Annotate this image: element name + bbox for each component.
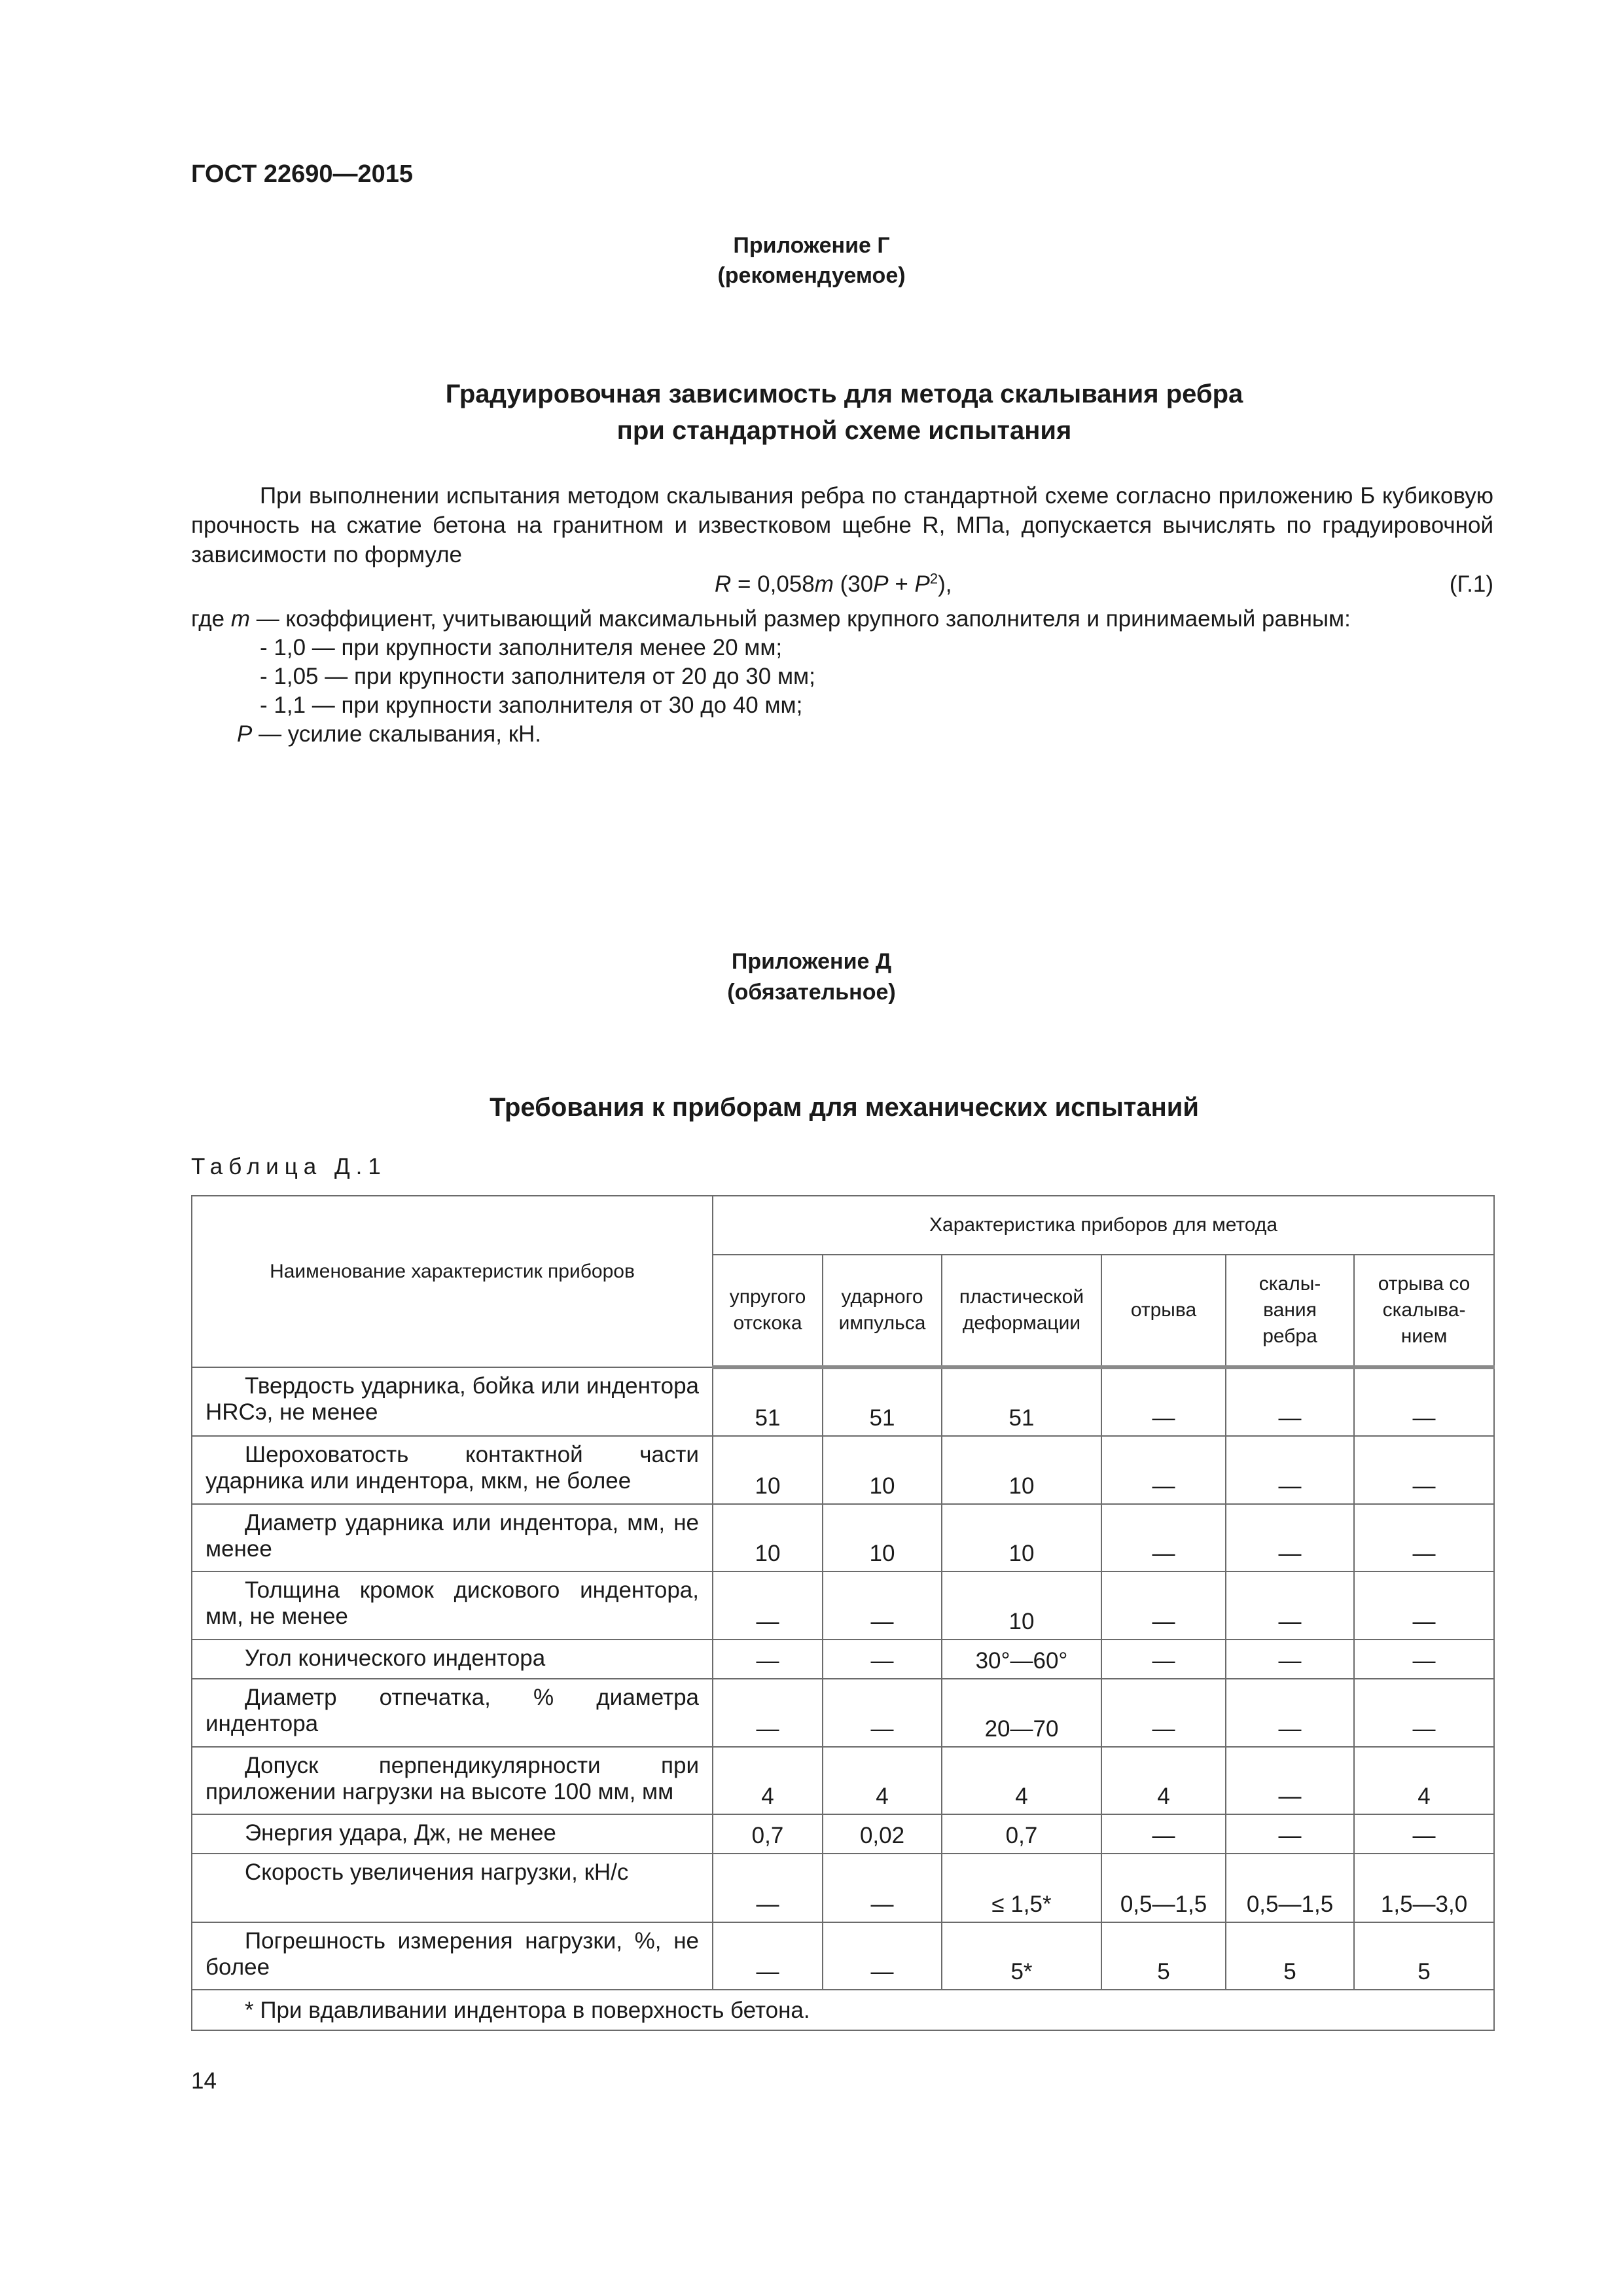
name-column-header: Наименование характеристик приборов xyxy=(192,1196,713,1367)
appendix-d-status: (обязательное) xyxy=(727,980,896,1005)
row-value: 10 xyxy=(942,1436,1101,1504)
document-code: ГОСТ 22690—2015 xyxy=(191,160,414,188)
row-value: — xyxy=(1101,1367,1226,1436)
row-value: 4 xyxy=(942,1747,1101,1814)
row-value: 4 xyxy=(713,1747,823,1814)
row-value: — xyxy=(1354,1367,1494,1436)
appendix-d-label: Приложение Д xyxy=(731,949,892,974)
row-value: — xyxy=(1226,1367,1354,1436)
appendix-g-title-line2: при стандартной схеме испытания xyxy=(616,416,1072,445)
row-value: 4 xyxy=(823,1747,942,1814)
appendix-g-label: Приложение Г xyxy=(733,233,890,258)
row-value: 0,7 xyxy=(713,1814,823,1854)
row-value: — xyxy=(1101,1571,1226,1640)
row-value: — xyxy=(1354,1814,1494,1854)
row-value: 5* xyxy=(942,1922,1101,1990)
appendix-g-status: (рекомендуемое) xyxy=(717,263,906,288)
row-value: — xyxy=(1354,1640,1494,1679)
formula-expression: R = 0,058m $(30P + P^2)$, xyxy=(715,570,952,597)
table-label: Таблица Д.1 xyxy=(191,1154,387,1179)
row-value: — xyxy=(713,1854,823,1922)
row-value: ≤ 1,5* xyxy=(942,1854,1101,1922)
appendix-g-intro xyxy=(191,481,1493,569)
row-value: 51 xyxy=(823,1367,942,1436)
table-row xyxy=(192,1854,1494,1922)
row-value: 10 xyxy=(823,1504,942,1571)
row-value: 20—70 xyxy=(942,1679,1101,1747)
row-value: 4 xyxy=(1101,1747,1226,1814)
row-value: — xyxy=(1101,1504,1226,1571)
method-header: отрыва xyxy=(1101,1255,1226,1367)
method-header: отрыва со скалыва- нием xyxy=(1354,1255,1494,1367)
table-row xyxy=(192,1436,1494,1504)
row-name: Допуск перпендикулярности при приложении нагрузки на высоте 100 мм, мм xyxy=(192,1747,713,1814)
row-name: Диаметр отпечатка, % диаметра индентора xyxy=(192,1679,713,1747)
row-value: — xyxy=(1354,1504,1494,1571)
definition-p: P — усилие скалывания, кН. xyxy=(237,721,542,747)
row-value: 51 xyxy=(713,1367,823,1436)
row-value: — xyxy=(713,1922,823,1990)
row-name: Энергия удара, Дж, не менее xyxy=(192,1814,713,1854)
row-value: — xyxy=(713,1571,823,1640)
method-header: упругого отскока xyxy=(713,1255,823,1367)
row-name: Угол конического индентора xyxy=(192,1640,713,1679)
row-value: — xyxy=(823,1922,942,1990)
table-row xyxy=(192,1922,1494,1990)
row-name: Толщина кромок дискового индентора, мм, не менее xyxy=(192,1571,713,1640)
formula-definitions xyxy=(191,605,1500,749)
row-name: Скорость увеличения нагрузки, кН/с xyxy=(192,1854,713,1922)
requirements-table xyxy=(191,1195,1495,2031)
row-value: — xyxy=(1354,1571,1494,1640)
row-value: 30°—60° xyxy=(942,1640,1101,1679)
row-name: Твердость ударника, бойка или индентора HRCэ, не менее xyxy=(192,1367,713,1436)
row-value: 5 xyxy=(1101,1922,1226,1990)
appendix-g-title-line1: Градуировочная зависимость для метода скалывания ребра xyxy=(445,380,1243,408)
method-header: пластической деформации xyxy=(942,1255,1101,1367)
row-value: — xyxy=(1226,1640,1354,1679)
row-value: — xyxy=(1226,1679,1354,1747)
method-header: скалы- вания ребра xyxy=(1226,1255,1354,1367)
table-row xyxy=(192,1814,1494,1854)
row-value: 10 xyxy=(942,1504,1101,1571)
row-value: — xyxy=(1101,1640,1226,1679)
row-value: — xyxy=(1354,1679,1494,1747)
method-header: ударного импульса xyxy=(823,1255,942,1367)
row-value: — xyxy=(1226,1747,1354,1814)
row-name: Диаметр ударника или индентора, мм, не менее xyxy=(192,1504,713,1571)
m-value-item: - 1,0 — при крупности заполнителя менее 20 мм; xyxy=(260,635,783,660)
row-value: 0,5—1,5 xyxy=(1101,1854,1226,1922)
formula-number: (Г.1) xyxy=(1449,571,1493,597)
table-row xyxy=(192,1679,1494,1747)
row-value: — xyxy=(1226,1504,1354,1571)
row-value: — xyxy=(713,1679,823,1747)
table-row xyxy=(192,1747,1494,1814)
m-value-item: - 1,1 — при крупности заполнителя от 30 до 40 мм; xyxy=(260,692,803,718)
appendix-d-title: Требования к приборам для механических испытаний xyxy=(490,1093,1199,1122)
row-value: 5 xyxy=(1226,1922,1354,1990)
intro-paragraph: При выполнении испытания методом скалывания ребра по стандартной схеме согласно приложению Б кубиковую прочность на сжатие бетона на гранитном и известковом щебне R, МПа, допускается вычислять по градуировочной зависимости по формуле xyxy=(191,483,1493,567)
page-number: 14 xyxy=(191,2068,217,2094)
m-value-item: - 1,05 — при крупности заполнителя от 20 до 30 мм; xyxy=(260,664,815,689)
row-value: — xyxy=(1226,1436,1354,1504)
table-footnote: * При вдавливании индентора в поверхность бетона. xyxy=(192,1990,1494,2030)
method-group-header: Характеристика приборов для метода xyxy=(713,1196,1494,1255)
row-value: 0,02 xyxy=(823,1814,942,1854)
row-value: — xyxy=(713,1640,823,1679)
row-value: 0,5—1,5 xyxy=(1226,1854,1354,1922)
row-name: Погрешность измерения нагрузки, %, не более xyxy=(192,1922,713,1990)
table-row xyxy=(192,1367,1494,1436)
row-value: — xyxy=(823,1640,942,1679)
row-name: Шероховатость контактной части ударника или индентора, мкм, не более xyxy=(192,1436,713,1504)
table-row xyxy=(192,1640,1494,1679)
row-value: — xyxy=(1226,1814,1354,1854)
row-value: 10 xyxy=(713,1504,823,1571)
row-value: 10 xyxy=(942,1571,1101,1640)
table-row xyxy=(192,1504,1494,1571)
row-value: 5 xyxy=(1354,1922,1494,1990)
row-value: — xyxy=(823,1571,942,1640)
row-value: 10 xyxy=(713,1436,823,1504)
row-value: 1,5—3,0 xyxy=(1354,1854,1494,1922)
table-footnote-row xyxy=(192,1990,1494,2030)
row-value: — xyxy=(1226,1571,1354,1640)
row-value: — xyxy=(1354,1436,1494,1504)
table-row xyxy=(192,1571,1494,1640)
row-value: — xyxy=(823,1854,942,1922)
row-value: — xyxy=(823,1679,942,1747)
row-value: 0,7 xyxy=(942,1814,1101,1854)
row-value: 10 xyxy=(823,1436,942,1504)
row-value: — xyxy=(1101,1814,1226,1854)
row-value: — xyxy=(1101,1436,1226,1504)
row-value: 51 xyxy=(942,1367,1101,1436)
definition-m: где m — коэффициент, учитывающий максимальный размер крупного заполнителя и принимаемый равным: xyxy=(191,606,1351,632)
row-value: 4 xyxy=(1354,1747,1494,1814)
row-value: — xyxy=(1101,1679,1226,1747)
